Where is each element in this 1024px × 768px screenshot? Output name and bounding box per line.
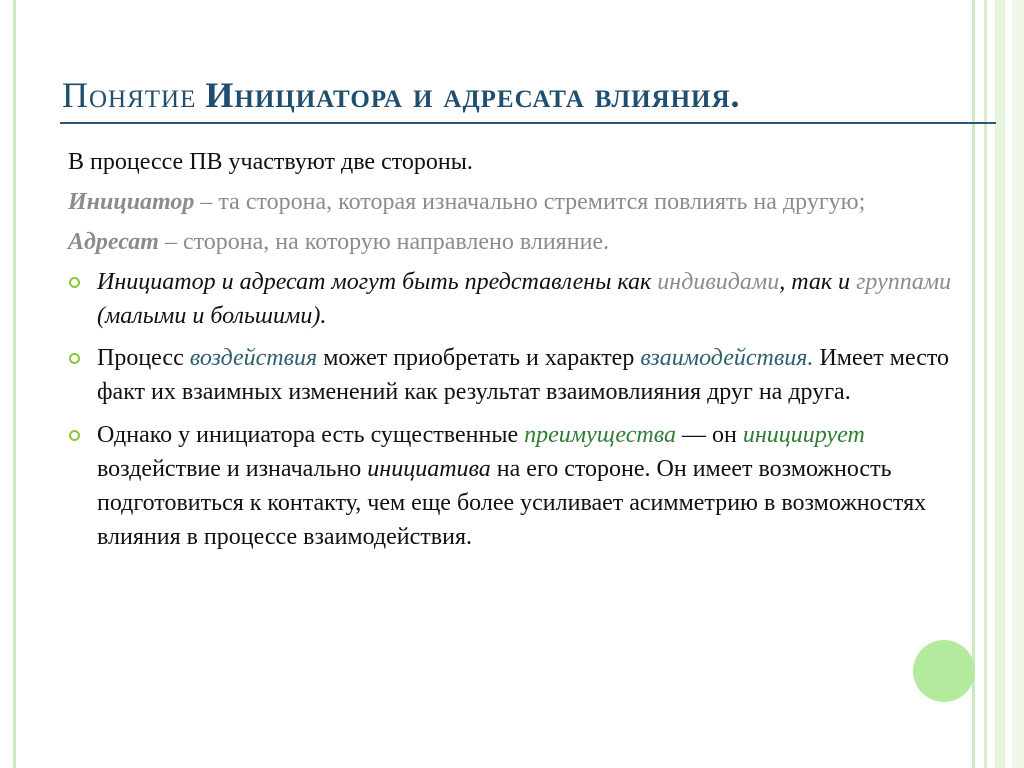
- title-underline: [60, 122, 996, 124]
- addressee-desc: – сторона, на которую направлено влияние.: [158, 229, 610, 256]
- addressee-definition: [68, 225, 958, 259]
- bullet-text: — он: [676, 421, 743, 448]
- slide-body: [68, 145, 958, 562]
- title-part-2: Инициатора и адресата влияния.: [205, 75, 741, 115]
- decorative-strip: [1012, 0, 1024, 768]
- bullet-text: Инициатор и адресат могут быть представлены как: [97, 269, 658, 296]
- bullet-list: [68, 265, 958, 554]
- bullet-text: Процесс: [97, 345, 190, 372]
- bullet-text: воздействие и изначально: [97, 455, 368, 482]
- bullet-circle-icon: [69, 277, 80, 288]
- bullet-item: [68, 341, 958, 409]
- bullet-item: [68, 418, 958, 554]
- initiator-term: Инициатор: [68, 189, 195, 216]
- bullet-text: инициирует: [742, 421, 865, 448]
- bullet-text: Имеет место факт их взаимных изменений как результат взаимовлияния друг на друга.: [97, 345, 950, 406]
- bullet-text: индивидами: [657, 269, 780, 296]
- bullet-text: , так и: [779, 269, 857, 296]
- bullet-text: взаимодействия.: [640, 345, 814, 372]
- initiator-definition: [68, 185, 958, 219]
- bullet-text: может приобретать и характер: [317, 345, 641, 372]
- bullet-text: группами: [856, 269, 952, 296]
- initiator-desc: – та сторона, которая изначально стремится повлиять на другую;: [194, 189, 866, 216]
- bullet-text: инициатива: [367, 455, 491, 482]
- bullet-text: (малыми и большими).: [97, 303, 327, 330]
- intro-text: В процессе ПВ участвуют две стороны.: [68, 149, 473, 175]
- bullet-text: Однако у инициатора есть существенные: [97, 421, 525, 448]
- addressee-term: Адресат: [68, 229, 159, 256]
- bullet-circle-icon: [69, 353, 80, 364]
- title-part-1: Понятие: [62, 75, 197, 115]
- bullet-text: воздействия: [189, 345, 318, 372]
- decorative-circle: [913, 640, 975, 702]
- bullet-text: на его стороне. Он имеет возможность подготовиться к контакту, чем еще более усиливает асимметрию в возможностях влияния в процессе взаимодействия.: [97, 455, 927, 550]
- slide-title: [62, 74, 1002, 117]
- bullet-item: [68, 265, 958, 333]
- bullet-text: преимущества: [524, 421, 677, 448]
- bullet-circle-icon: [69, 430, 80, 441]
